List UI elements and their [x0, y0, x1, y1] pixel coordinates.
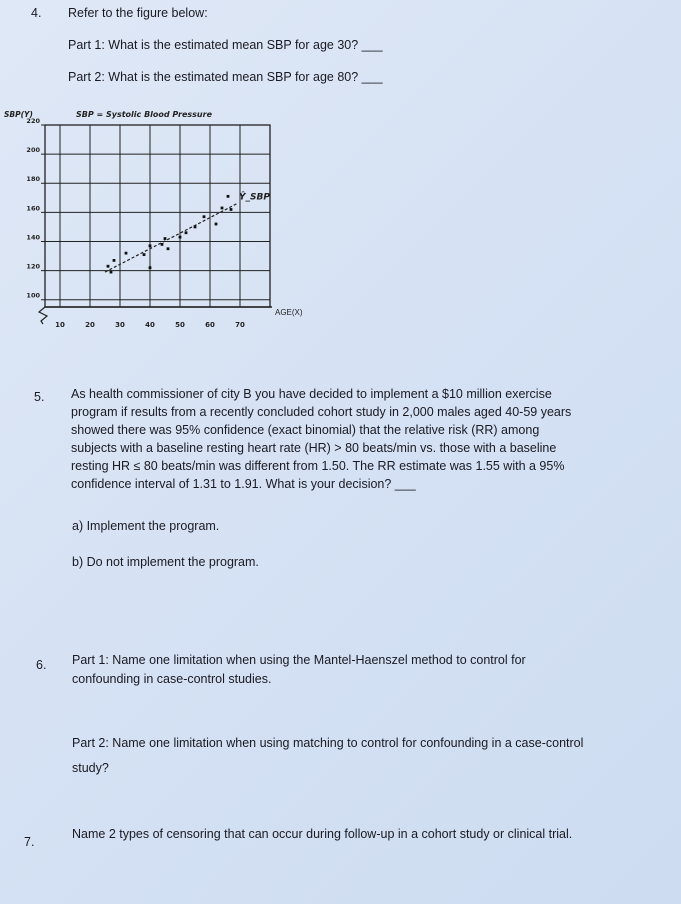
data-point — [167, 247, 170, 250]
y-tick-label: 180 — [26, 175, 40, 184]
data-point — [179, 236, 182, 239]
regression-line — [105, 204, 237, 272]
question-7-text: Name 2 types of censoring that can occur during follow-up in a cohort study or clinical trial. — [72, 827, 573, 841]
question-4-intro: Refer to the figure below: — [68, 6, 208, 20]
y-tick-label: 100 — [26, 291, 40, 300]
chart-grid — [39, 125, 272, 324]
question-4-number: 4. — [31, 6, 42, 20]
question-6-part-1-line-1: Part 1: Name one limitation when using the Mantel-Haenszel method to control for — [72, 653, 526, 667]
data-point — [110, 271, 113, 274]
y-tick-label: 200 — [26, 146, 40, 155]
x-tick-label: 20 — [85, 321, 95, 329]
axis-break-mark — [39, 307, 47, 324]
question-6-part-2-line-2: study? — [72, 761, 109, 775]
y-tick-label: 140 — [26, 233, 40, 242]
question-6-part-2-line-1: Part 2: Name one limitation when using matching to control for confounding in a case-control — [72, 736, 584, 750]
x-tick-label: 70 — [235, 321, 245, 329]
data-point — [143, 253, 146, 256]
x-tick-label: 40 — [145, 321, 155, 329]
data-point — [113, 259, 116, 262]
question-6-number: 6. — [36, 658, 47, 672]
x-tick-label: 10 — [55, 321, 65, 329]
y-axis-label: SBP(Y) — [4, 110, 33, 119]
y-tick-label: 120 — [26, 262, 40, 271]
question-5-option-a: a) Implement the program. — [72, 519, 220, 533]
data-point — [203, 215, 206, 218]
x-tick-label: 50 — [175, 321, 185, 329]
question-5-line-4: subjects with a baseline resting heart rate (HR) > 80 beats/min vs. those with a baseline — [71, 441, 557, 455]
data-point — [107, 265, 110, 268]
data-point — [185, 231, 188, 234]
data-point — [164, 237, 167, 240]
chart-title: SBP = Systolic Blood Pressure — [76, 110, 212, 119]
question-5-line-6: confidence interval of 1.31 to 1.91. What is your decision? ___ — [71, 477, 416, 491]
data-point — [230, 208, 233, 211]
data-point — [149, 244, 152, 247]
x-tick-label: 30 — [115, 321, 125, 329]
chart-ticks — [26, 117, 245, 329]
question-5-line-1: As health commissioner of city B you have decided to implement a $10 million exercise — [71, 387, 552, 401]
question-6-part-1-line-2: confounding in case-control studies. — [72, 672, 272, 686]
data-point — [149, 266, 152, 269]
y-tick-label: 220 — [26, 117, 40, 125]
y-tick-label: 160 — [26, 204, 40, 213]
question-7-number: 7. — [24, 835, 35, 849]
question-5-option-b: b) Do not implement the program. — [72, 555, 259, 569]
regression-label: Ŷ_SBP — [239, 192, 270, 203]
question-5-line-5: resting HR ≤ 80 beats/min was different from 1.50. The RR estimate was 1.55 with a 95% — [71, 459, 565, 473]
question-4-part-2: Part 2: What is the estimated mean SBP for age 80? ___ — [68, 70, 383, 84]
data-point — [215, 223, 218, 226]
question-5-line-3: showed there was 95% confidence (exact binomial) that the relative risk (RR) among — [71, 423, 540, 437]
sbp-age-scatter-chart — [0, 100, 330, 335]
plot-frame — [45, 125, 270, 307]
data-point — [227, 195, 230, 198]
data-point — [125, 252, 128, 255]
question-5-line-2: program if results from a recently concluded cohort study in 2,000 males aged 40-59 years — [71, 405, 572, 419]
question-5-number: 5. — [34, 390, 45, 404]
data-point — [221, 207, 224, 210]
x-tick-label: 60 — [205, 321, 215, 329]
question-4-part-1: Part 1: What is the estimated mean SBP for age 30? ___ — [68, 38, 383, 52]
x-axis-label: AGE(X) — [275, 308, 303, 317]
